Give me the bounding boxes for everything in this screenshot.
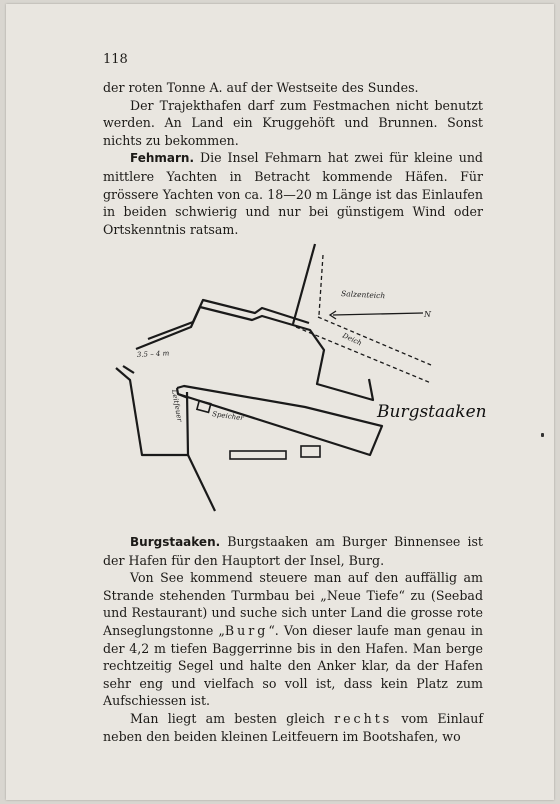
paragraph-trajekthafen: Der Trajekthafen darf zum Festmachen nicht benutzt werden. An Land ein Kruggehöft und Brunnen. Sonst nichts zu bekommen.: [103, 97, 483, 148]
north-breakwater: [136, 307, 373, 400]
ink-spot: [541, 433, 544, 437]
speicher-building: [197, 401, 211, 413]
deich-dash-vertical: [319, 255, 323, 315]
bottom-text-block: [103, 533, 483, 745]
fehmarn-text: Die Insel Fehmarn hat zwei für kleine und mittlere Yachten in Betracht kommende Häfen. Für grössere Yachten von ca. 18—20 m Länge ist das Einlaufen in beiden schwierig und nur bei günstigem Wind oder Ortskenntnis ratsam.: [103, 150, 483, 237]
north-arrow-line: [333, 313, 423, 315]
paragraph-tonne: der roten Tonne A. auf der Westseite des Sundes.: [103, 80, 419, 95]
paragraph-burgstaaken: [103, 533, 483, 569]
label-north: N: [424, 310, 431, 319]
approach-text-b: “. Von dieser laufe man genau in der 4,2 m tiefen Baggerrinne bis in den Hafen. Man berge rechtzeitig Segel und halte den Anker klar, da der Hafen sehr eng und vielfach so voll ist, dass kein Platz zum Aufschiessen ist.: [103, 622, 483, 709]
map-title-burgstaaken: Burgstaaken: [377, 402, 487, 422]
heading-fehmarn: Fehmarn.: [130, 151, 195, 166]
south-line: [188, 455, 215, 511]
approach-buoy-name: Burg: [224, 622, 269, 638]
paragraph-approach: [103, 569, 483, 710]
building-long: [230, 451, 286, 459]
paragraph-mooring: [103, 710, 483, 745]
label-leitfeuer: Leitfeuer: [170, 388, 184, 423]
road-line: [293, 244, 315, 324]
mooring-text-b: vom Einlauf neben den beiden kleinen Leitfeuern im Bootshafen, wo: [103, 710, 483, 744]
mooring-text-a: Man liegt am besten gleich: [130, 710, 335, 726]
label-salzenteich: Salzenteich: [340, 289, 386, 301]
label-deich: Deich: [341, 331, 364, 348]
main-pier: [177, 386, 382, 455]
label-depth: 3.5 – 4 m: [136, 349, 170, 359]
approach-text-a: Von See kommend steuere man auf den auffällig am Strande stehenden Turmbau bei „Neue Tiefe“ zu (Seebad und Restaurant) und suche sich unter Land die grosse rote Anseglungstonne „: [103, 570, 483, 638]
mooring-emphasis: rechts: [334, 710, 393, 726]
west-quay-tip: [123, 366, 134, 373]
deich-dash-lower: [296, 327, 431, 383]
north-breakwater-inner: [148, 300, 309, 339]
deich-dash-upper: [318, 317, 431, 365]
page-number: 118: [103, 52, 128, 67]
building-small: [301, 446, 320, 457]
heading-burgstaaken: Burgstaaken.: [130, 535, 221, 549]
burgstaaken-text: Burgstaaken am Burger Binnensee ist der Hafen für den Hauptort der Insel, Burg.: [103, 534, 483, 568]
label-speicher: Speicher: [211, 410, 245, 423]
